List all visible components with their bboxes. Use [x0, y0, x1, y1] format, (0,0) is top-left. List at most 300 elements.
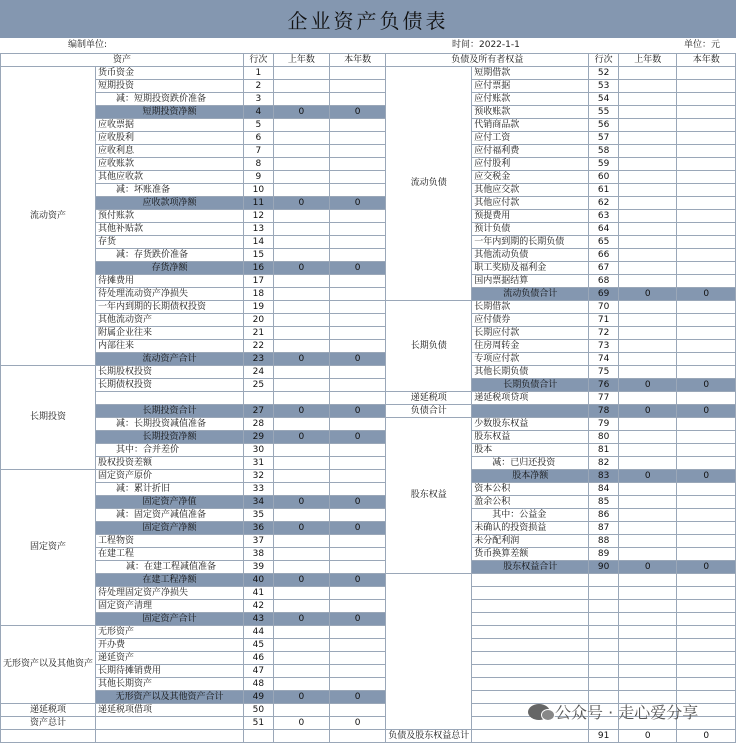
table-row — [1, 184, 736, 197]
prior-year-value[interactable] — [619, 496, 677, 509]
line-number: 34 — [243, 496, 273, 509]
item-name: 应收账款 — [96, 158, 244, 171]
prior-year-value[interactable] — [619, 535, 677, 548]
current-year-value[interactable] — [677, 522, 736, 535]
table-row — [1, 457, 736, 470]
prior-year-value[interactable] — [273, 678, 329, 691]
prior-year-value[interactable] — [273, 392, 329, 405]
current-year-value[interactable] — [677, 106, 736, 119]
prior-year-value[interactable]: 0 — [273, 613, 329, 626]
prior-year-value[interactable] — [619, 262, 677, 275]
header-liab: 负债及所有者权益 — [386, 54, 589, 67]
prior-year-value[interactable] — [273, 587, 329, 600]
current-year-value[interactable] — [677, 314, 736, 327]
item-name: 固定资产净值 — [96, 496, 244, 509]
current-year-value[interactable]: 0 — [330, 262, 386, 275]
current-year-value[interactable] — [330, 392, 386, 405]
current-year-value[interactable] — [677, 80, 736, 93]
prior-year-value[interactable] — [273, 67, 329, 80]
item-name: 一年内到期的长期负债 — [472, 236, 589, 249]
empty-cell — [589, 587, 619, 600]
prior-year-value[interactable] — [619, 548, 677, 561]
current-year-value[interactable] — [677, 340, 736, 353]
current-year-value[interactable]: 0 — [330, 717, 386, 730]
line-number: 80 — [589, 431, 619, 444]
empty-cell — [677, 639, 736, 652]
current-year-value[interactable]: 0 — [330, 496, 386, 509]
item-name: 其中：合并差价 — [96, 444, 244, 457]
current-year-value[interactable] — [330, 158, 386, 171]
current-year-value[interactable] — [330, 600, 386, 613]
prior-year-value[interactable]: 0 — [619, 288, 677, 301]
watermark — [528, 700, 698, 723]
prior-year-value[interactable] — [619, 522, 677, 535]
prior-year-value[interactable] — [619, 314, 677, 327]
current-year-value[interactable] — [330, 704, 386, 717]
prior-year-value[interactable]: 0 — [619, 561, 677, 574]
prior-year-value[interactable]: 0 — [619, 470, 677, 483]
current-year-value[interactable] — [330, 418, 386, 431]
current-year-value[interactable] — [677, 509, 736, 522]
current-year-value[interactable] — [677, 171, 736, 184]
current-year-value[interactable]: 0 — [330, 106, 386, 119]
line-number: 90 — [589, 561, 619, 574]
current-year-value[interactable] — [330, 483, 386, 496]
prior-year-value[interactable] — [273, 236, 329, 249]
current-year-value[interactable]: 0 — [330, 691, 386, 704]
prior-year-value[interactable]: 0 — [273, 717, 329, 730]
current-year-value[interactable] — [677, 301, 736, 314]
prior-year-value[interactable]: 0 — [273, 353, 329, 366]
prior-year-value[interactable] — [619, 366, 677, 379]
line-number: 11 — [243, 197, 273, 210]
empty-cell — [472, 613, 589, 626]
current-year-value[interactable] — [330, 80, 386, 93]
line-number: 9 — [243, 171, 273, 184]
current-year-value[interactable] — [330, 67, 386, 80]
line-number: 86 — [589, 509, 619, 522]
table-row — [1, 210, 736, 223]
current-year-value[interactable] — [677, 236, 736, 249]
item-name: 递延资产 — [96, 652, 244, 665]
table-row — [1, 392, 736, 405]
current-year-value[interactable] — [330, 210, 386, 223]
current-year-value[interactable] — [677, 548, 736, 561]
prior-year-value[interactable] — [273, 275, 329, 288]
item-name: 递延税项贷项 — [472, 392, 589, 405]
empty-cell — [589, 665, 619, 678]
prior-year-value[interactable]: 0 — [273, 522, 329, 535]
current-year-value[interactable] — [677, 535, 736, 548]
current-year-value[interactable] — [330, 93, 386, 106]
prior-year-value[interactable] — [619, 197, 677, 210]
empty-cell — [619, 613, 677, 626]
item-name: 其他应付款 — [472, 197, 589, 210]
prior-year-value[interactable] — [273, 132, 329, 145]
line-number: 30 — [243, 444, 273, 457]
item-name: 资本公积 — [472, 483, 589, 496]
current-year-value[interactable] — [677, 444, 736, 457]
prior-year-value[interactable]: 0 — [619, 730, 677, 743]
prior-year-value[interactable] — [273, 340, 329, 353]
current-year-value[interactable] — [330, 340, 386, 353]
item-name — [96, 717, 244, 730]
current-year-value[interactable] — [330, 626, 386, 639]
prior-year-value[interactable] — [619, 210, 677, 223]
current-year-value[interactable] — [677, 67, 736, 80]
prior-year-value[interactable] — [619, 483, 677, 496]
current-year-value[interactable] — [330, 275, 386, 288]
table-row — [1, 600, 736, 613]
prior-year-value[interactable] — [619, 509, 677, 522]
prior-year-value[interactable] — [619, 418, 677, 431]
current-year-value[interactable] — [677, 145, 736, 158]
line-number: 52 — [589, 67, 619, 80]
line-number: 87 — [589, 522, 619, 535]
prior-year-value[interactable] — [273, 418, 329, 431]
prior-year-value[interactable] — [273, 249, 329, 262]
prior-year-value[interactable] — [619, 275, 677, 288]
table-row — [1, 444, 736, 457]
table-row — [1, 145, 736, 158]
current-year-value[interactable] — [677, 158, 736, 171]
current-year-value[interactable] — [330, 288, 386, 301]
item-name: 其他应交款 — [472, 184, 589, 197]
prior-year-value[interactable] — [273, 145, 329, 158]
current-year-value[interactable] — [330, 652, 386, 665]
line-number: 78 — [589, 405, 619, 418]
prior-year-value[interactable] — [273, 327, 329, 340]
prior-year-value[interactable] — [273, 470, 329, 483]
prior-year-value[interactable] — [273, 535, 329, 548]
current-year-value[interactable]: 0 — [677, 730, 736, 743]
prior-year-value[interactable] — [273, 444, 329, 457]
section-label: 长期负债 — [386, 301, 472, 392]
prior-year-value[interactable]: 0 — [273, 691, 329, 704]
prior-year-value[interactable] — [619, 106, 677, 119]
current-year-value[interactable]: 0 — [330, 405, 386, 418]
current-year-value[interactable] — [330, 639, 386, 652]
item-name: 国内票据结算 — [472, 275, 589, 288]
prior-year-value[interactable] — [619, 340, 677, 353]
line-number: 77 — [589, 392, 619, 405]
current-year-value[interactable] — [330, 561, 386, 574]
line-number: 23 — [243, 353, 273, 366]
current-year-value[interactable] — [677, 353, 736, 366]
current-year-value[interactable] — [677, 93, 736, 106]
prior-year-value[interactable] — [273, 184, 329, 197]
table-row — [1, 158, 736, 171]
item-name: 开办费 — [96, 639, 244, 652]
item-name: 减：短期投资跌价准备 — [96, 93, 244, 106]
line-number: 36 — [243, 522, 273, 535]
prior-year-value[interactable]: 0 — [273, 405, 329, 418]
prior-year-value[interactable] — [273, 561, 329, 574]
prior-year-value[interactable] — [619, 457, 677, 470]
current-year-value[interactable] — [330, 327, 386, 340]
line-number: 49 — [243, 691, 273, 704]
section-label — [386, 574, 472, 730]
item-name: 长期应付款 — [472, 327, 589, 340]
current-year-value[interactable]: 0 — [677, 288, 736, 301]
line-number: 55 — [589, 106, 619, 119]
watermark-text: 公众号 · 走心爱分享 — [555, 703, 699, 722]
prior-year-value[interactable] — [619, 249, 677, 262]
item-name: 住房周转金 — [472, 340, 589, 353]
empty-cell — [589, 639, 619, 652]
table-row — [1, 301, 736, 314]
line-number: 76 — [589, 379, 619, 392]
line-number: 54 — [589, 93, 619, 106]
current-year-value[interactable] — [677, 223, 736, 236]
empty-cell — [677, 587, 736, 600]
line-number: 61 — [589, 184, 619, 197]
current-year-value[interactable]: 0 — [677, 561, 736, 574]
prior-year-value[interactable] — [619, 171, 677, 184]
item-name: 长期股权投资 — [96, 366, 244, 379]
current-year-value[interactable] — [330, 587, 386, 600]
line-number: 79 — [589, 418, 619, 431]
line-number: 40 — [243, 574, 273, 587]
prior-year-value[interactable] — [619, 93, 677, 106]
current-year-value[interactable]: 0 — [677, 379, 736, 392]
empty-cell — [677, 600, 736, 613]
prior-year-value[interactable] — [273, 301, 329, 314]
item-name: 其他应收款 — [96, 171, 244, 184]
prior-year-value[interactable] — [619, 184, 677, 197]
prior-year-value[interactable] — [273, 158, 329, 171]
prior-year-value[interactable] — [273, 652, 329, 665]
table-row — [1, 535, 736, 548]
table-row — [1, 249, 736, 262]
prior-year-value[interactable]: 0 — [273, 197, 329, 210]
prior-year-value[interactable] — [619, 145, 677, 158]
current-year-value[interactable] — [677, 366, 736, 379]
page-title: 企业资产负债表 — [287, 8, 449, 33]
item-name: 其他补贴款 — [96, 223, 244, 236]
prior-year-value[interactable] — [273, 314, 329, 327]
prior-year-value[interactable]: 0 — [273, 574, 329, 587]
table-row — [1, 561, 736, 574]
current-year-value[interactable]: 0 — [677, 405, 736, 418]
current-year-value[interactable] — [330, 223, 386, 236]
item-name — [96, 392, 244, 405]
prior-year-value[interactable] — [619, 431, 677, 444]
prior-year-value[interactable]: 0 — [273, 106, 329, 119]
empty-cell — [589, 574, 619, 587]
section-label: 股东权益 — [386, 418, 472, 574]
current-year-value[interactable] — [330, 548, 386, 561]
current-year-value[interactable] — [330, 678, 386, 691]
current-year-value[interactable] — [330, 366, 386, 379]
title-bar — [0, 0, 736, 38]
current-year-value[interactable] — [330, 379, 386, 392]
current-year-value[interactable]: 0 — [330, 574, 386, 587]
line-number: 22 — [243, 340, 273, 353]
current-year-value[interactable] — [330, 470, 386, 483]
prior-year-value[interactable] — [619, 223, 677, 236]
empty-cell — [619, 665, 677, 678]
prior-year-value[interactable] — [273, 665, 329, 678]
table-row — [1, 340, 736, 353]
current-year-value[interactable] — [330, 444, 386, 457]
current-year-value[interactable]: 0 — [330, 197, 386, 210]
item-name: 待摊费用 — [96, 275, 244, 288]
current-year-value[interactable] — [330, 184, 386, 197]
prior-year-value[interactable] — [273, 379, 329, 392]
empty-cell — [472, 652, 589, 665]
empty-cell — [472, 600, 589, 613]
prior-year-value[interactable] — [619, 353, 677, 366]
prior-year-value[interactable] — [619, 80, 677, 93]
line-number: 68 — [589, 275, 619, 288]
current-year-value[interactable] — [677, 457, 736, 470]
line-number: 3 — [243, 93, 273, 106]
prior-year-value[interactable] — [273, 457, 329, 470]
line-number: 62 — [589, 197, 619, 210]
item-name: 存货净额 — [96, 262, 244, 275]
prior-year-value[interactable] — [273, 93, 329, 106]
current-year-value[interactable] — [330, 132, 386, 145]
current-year-value[interactable] — [677, 327, 736, 340]
table-row — [1, 93, 736, 106]
current-year-value[interactable] — [330, 665, 386, 678]
table-row — [1, 275, 736, 288]
prior-year-value[interactable] — [619, 236, 677, 249]
current-year-value[interactable] — [677, 119, 736, 132]
section-label: 长期投资 — [1, 366, 96, 470]
table-row — [1, 639, 736, 652]
prior-year-value[interactable] — [273, 548, 329, 561]
current-year-value[interactable] — [330, 314, 386, 327]
current-year-value[interactable] — [330, 301, 386, 314]
prior-year-value[interactable] — [273, 626, 329, 639]
current-year-value[interactable] — [330, 249, 386, 262]
item-name: 减：长期投资减值准备 — [96, 418, 244, 431]
header-line: 行次 — [243, 54, 273, 67]
table-row — [1, 587, 736, 600]
current-year-value[interactable] — [677, 431, 736, 444]
item-name: 应付账款 — [472, 93, 589, 106]
prior-year-value[interactable] — [619, 158, 677, 171]
line-number: 71 — [589, 314, 619, 327]
empty-cell — [472, 574, 589, 587]
prior-year-value[interactable] — [273, 171, 329, 184]
line-number: 70 — [589, 301, 619, 314]
current-year-value[interactable]: 0 — [330, 522, 386, 535]
prior-year-value[interactable] — [619, 444, 677, 457]
prior-year-value[interactable] — [273, 288, 329, 301]
prior-year-value[interactable] — [619, 132, 677, 145]
prior-year-value[interactable] — [619, 392, 677, 405]
prior-year-value[interactable]: 0 — [273, 431, 329, 444]
item-name: 流动资产合计 — [96, 353, 244, 366]
line-number: 4 — [243, 106, 273, 119]
empty-cell — [619, 600, 677, 613]
empty-cell — [589, 600, 619, 613]
header-curr2: 本年数 — [677, 54, 736, 67]
prior-year-value[interactable] — [273, 600, 329, 613]
empty-cell — [677, 678, 736, 691]
current-year-value[interactable] — [677, 184, 736, 197]
line-number: 63 — [589, 210, 619, 223]
prior-year-value[interactable] — [273, 210, 329, 223]
item-name: 股东权益 — [472, 431, 589, 444]
item-name: 应付票据 — [472, 80, 589, 93]
current-year-value[interactable] — [677, 275, 736, 288]
current-year-value[interactable]: 0 — [330, 613, 386, 626]
item-name: 长期投资合计 — [96, 405, 244, 418]
current-year-value[interactable] — [677, 483, 736, 496]
current-year-value[interactable] — [677, 249, 736, 262]
item-name: 短期借款 — [472, 67, 589, 80]
item-name: 预付账款 — [96, 210, 244, 223]
prior-year-value[interactable]: 0 — [619, 405, 677, 418]
line-number: 29 — [243, 431, 273, 444]
current-year-value[interactable] — [330, 535, 386, 548]
item-name: 长期借款 — [472, 301, 589, 314]
prior-year-value[interactable]: 0 — [273, 496, 329, 509]
prior-year-value[interactable] — [273, 223, 329, 236]
current-year-value[interactable] — [677, 197, 736, 210]
prior-year-value[interactable] — [273, 704, 329, 717]
current-year-value[interactable] — [330, 171, 386, 184]
prior-year-value[interactable]: 0 — [619, 379, 677, 392]
item-name: 固定资产净额 — [96, 522, 244, 535]
item-name: 减：在建工程减值准备 — [96, 561, 244, 574]
current-year-value[interactable] — [677, 262, 736, 275]
item-name: 未确认的投资损益 — [472, 522, 589, 535]
prior-year-value[interactable] — [619, 327, 677, 340]
current-year-value[interactable]: 0 — [330, 353, 386, 366]
item-name: 待处理固定资产净损失 — [96, 587, 244, 600]
current-year-value[interactable]: 0 — [330, 431, 386, 444]
current-year-value[interactable] — [677, 132, 736, 145]
section-label: 递延税项 — [1, 704, 96, 717]
current-year-value[interactable] — [677, 418, 736, 431]
prior-year-value[interactable]: 0 — [273, 262, 329, 275]
prior-year-value[interactable] — [619, 67, 677, 80]
prior-year-value[interactable] — [273, 366, 329, 379]
prior-year-value[interactable] — [273, 639, 329, 652]
table-row — [1, 574, 736, 587]
prior-year-value[interactable] — [619, 119, 677, 132]
prior-year-value[interactable] — [273, 483, 329, 496]
current-year-value[interactable] — [677, 496, 736, 509]
current-year-value[interactable] — [677, 392, 736, 405]
line-number: 89 — [589, 548, 619, 561]
prior-year-value[interactable] — [273, 509, 329, 522]
current-year-value[interactable] — [330, 119, 386, 132]
prior-year-value[interactable] — [619, 301, 677, 314]
current-year-value[interactable] — [330, 457, 386, 470]
current-year-value[interactable] — [677, 210, 736, 223]
table-row — [1, 678, 736, 691]
prior-year-value[interactable] — [273, 80, 329, 93]
prior-year-value[interactable] — [273, 119, 329, 132]
current-year-value[interactable] — [330, 236, 386, 249]
info-row — [0, 38, 736, 53]
line-number: 18 — [243, 288, 273, 301]
line-number: 8 — [243, 158, 273, 171]
current-year-value[interactable] — [330, 509, 386, 522]
empty-cell — [677, 613, 736, 626]
header-line2: 行次 — [589, 54, 619, 67]
current-year-value[interactable] — [330, 145, 386, 158]
section-label: 递延税项 — [386, 392, 472, 405]
current-year-value[interactable]: 0 — [677, 470, 736, 483]
line-number — [243, 392, 273, 405]
